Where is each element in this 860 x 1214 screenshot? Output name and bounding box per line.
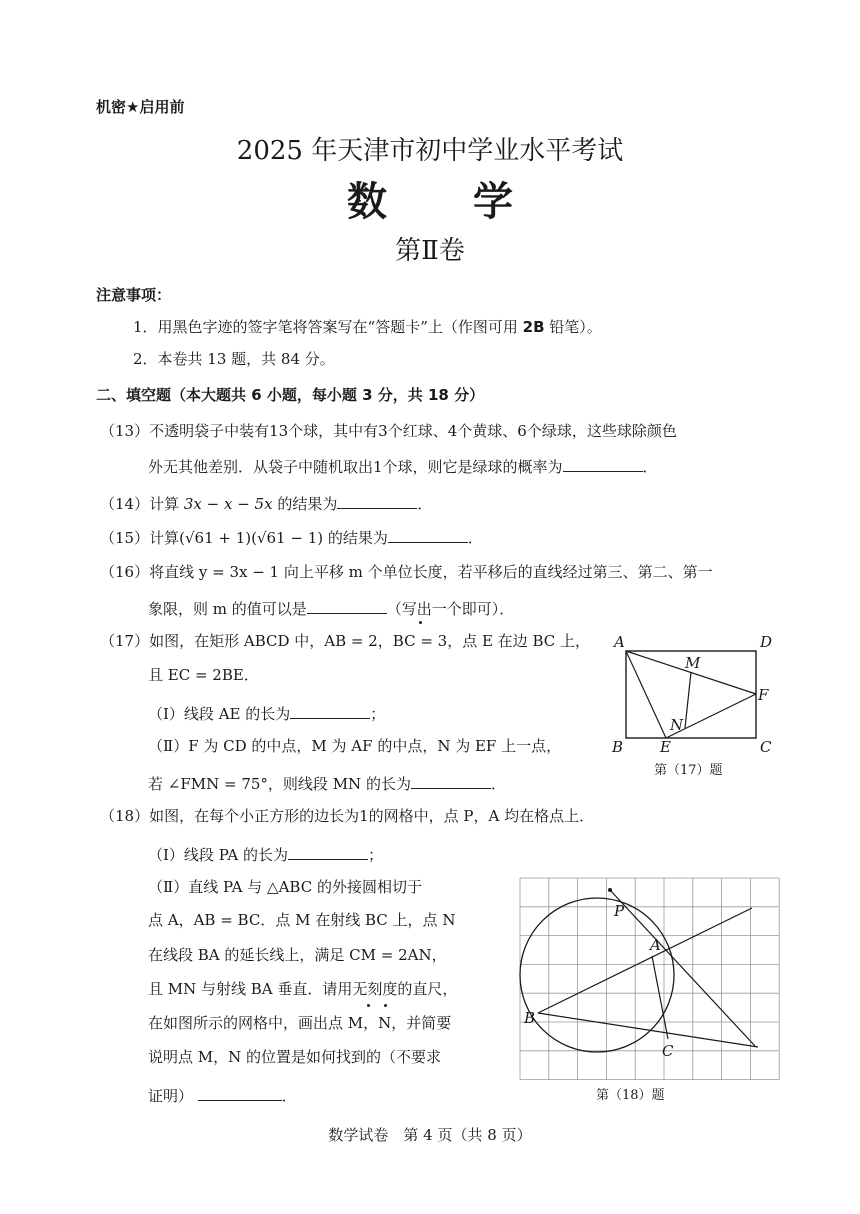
segment-ae <box>626 651 666 738</box>
section-title: 二、填空题（本大题共 6 小题，每小题 3 分，共 18 分） <box>96 386 485 404</box>
answer-blank[interactable] <box>290 704 370 719</box>
label-a: A <box>614 633 625 651</box>
answer-blank[interactable] <box>563 457 643 472</box>
q18-part-2-line-2: 点 A，AB = BC．点 M 在射线 BC 上，点 N <box>148 911 456 929</box>
q18-line-1: （18）如图，在每个小正方形的边长为1的网格中，点 P，A 均在格点上． <box>100 807 595 825</box>
q17-caption: 第（17）题 <box>654 763 723 778</box>
label-e: E <box>660 738 671 756</box>
label-b: B <box>612 738 624 756</box>
answer-blank[interactable] <box>307 599 387 614</box>
page-footer: 数学试卷 第 4 页（共 8 页） <box>328 1126 532 1144</box>
q13-line-1: （13）不透明袋子中装有13个球，其中有3个红球、4个黄球、6个绿球，这些球除颜色 <box>100 422 677 440</box>
label-c: C <box>662 1042 674 1060</box>
label-c: C <box>760 738 772 756</box>
notes-heading: 注意事项： <box>96 286 172 304</box>
note-item-2: 2．本卷共 13 题，共 84 分。 <box>133 350 335 368</box>
circumcircle <box>520 898 674 1052</box>
q16-line-1: （16）将直线 y = 3x − 1 向上平移 m 个单位长度，若平移后的直线经过第三、第二、第一 <box>100 563 713 581</box>
line-ba <box>538 908 752 1013</box>
label-p: P <box>614 902 625 920</box>
q18-part-2-line-3: 在线段 BA 的延长线上，满足 CM = 2AN， <box>148 946 447 964</box>
q17-part-2b: 若 ∠FMN = 75°，则线段 MN 的长为 ． <box>148 775 506 793</box>
label-f: F <box>758 686 769 704</box>
confidential-mark: 机密★启用前 <box>96 98 185 116</box>
q13-line-2: 外无其他差别．从袋子中随机取出1个球，则它是绿球的概率为 ． <box>148 458 658 476</box>
point-p <box>608 888 612 892</box>
q18-part-2-line-5: 在如图所示的网格中，画出点 M，N，并简要 <box>148 1014 452 1032</box>
q14-line: （14）计算 3x − x − 5x 的结果为 ． <box>100 495 433 513</box>
q18-part-2-line-4: 且 MN 与射线 BA 垂直．请用无刻度的直尺， <box>148 980 458 998</box>
label-a: A <box>650 936 661 954</box>
q18-part-2-line-7: 证明） ． <box>148 1087 297 1105</box>
line-bc <box>538 1013 758 1047</box>
emphasis-dot <box>384 1004 387 1007</box>
q17-line-2: 且 EC = 2BE． <box>148 666 259 684</box>
note-item-1: 1．用黑色字迹的签字笔将答案写在“答题卡”上（作图可用 2B 铅笔）。 <box>133 318 602 336</box>
emphasis-dot <box>419 621 422 624</box>
q17-part-2: （Ⅱ）F 为 CD 的中点，M 为 AF 的中点，N 为 EF 上一点， <box>148 737 562 755</box>
answer-blank[interactable] <box>198 1086 282 1101</box>
emphasis-dot <box>367 1004 370 1007</box>
q18-part-2-line-6: 说明点 M，N 的位置是如何找到的（不要求 <box>148 1048 442 1066</box>
segment-mn <box>685 672 691 728</box>
tangent-line-pa <box>610 890 755 1046</box>
label-d: D <box>760 633 773 651</box>
volume-title: 第Ⅱ卷 <box>395 236 465 266</box>
label-m: M <box>685 654 701 672</box>
q18-part-1: （Ⅰ）线段 PA 的长为 ； <box>148 846 384 864</box>
q15-line: （15）计算(√61 + 1)(√61 − 1) 的结果为 ． <box>100 529 483 547</box>
subject-title: 数 学 <box>347 179 549 225</box>
answer-blank[interactable] <box>288 845 368 860</box>
q17-part-1: （Ⅰ）线段 AE 的长为 ； <box>148 705 386 723</box>
q16-line-2: 象限，则 m 的值可以是 （写出一个即可）． <box>148 600 515 618</box>
answer-blank[interactable] <box>388 528 468 543</box>
q18-figure <box>500 866 790 1082</box>
q17-line-1: （17）如图，在矩形 ABCD 中，AB = 2，BC = 3，点 E 在边 BC 上， <box>100 632 590 650</box>
answer-blank[interactable] <box>337 494 417 509</box>
q18-caption: 第（18）题 <box>596 1088 665 1103</box>
exam-title: 2025 年天津市初中学业水平考试 <box>236 136 624 166</box>
q18-part-2-line-1: （Ⅱ）直线 PA 与 △ABC 的外接圆相切于 <box>148 878 422 896</box>
answer-blank[interactable] <box>411 774 491 789</box>
label-n: N <box>670 716 684 734</box>
label-b: B <box>524 1009 536 1027</box>
